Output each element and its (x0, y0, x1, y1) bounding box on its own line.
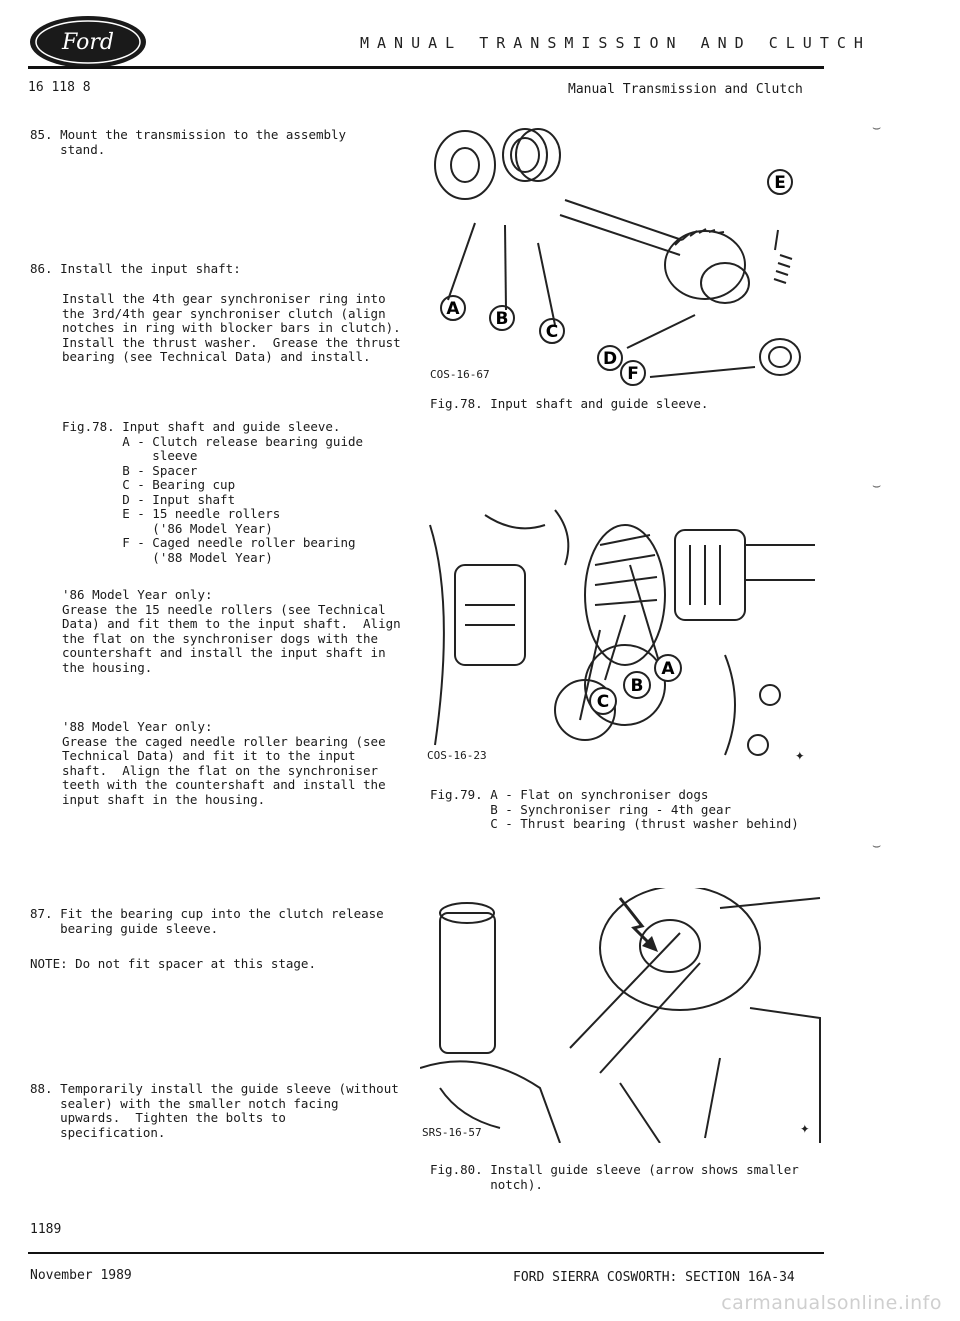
doc-number: 16 118 8 (28, 80, 91, 95)
fig79-code: COS-16-23 (427, 749, 487, 762)
model-86-note: '86 Model Year only: Grease the 15 needle rollers (see Technical Data) and fit them to the input shaft. Align the flat on the synchroniser dogs with the countershaft and install the input shaft in the housing. (62, 587, 401, 675)
fig78-legend: Fig.78. Input shaft and guide sleeve. A - Clutch release bearing guide sleeve B - Spacer C - Bearing cup D - Input shaft E - 15 needle rollers ('86 Model Year) F - Caged needle roller bearing ('88 Model Year) (62, 419, 364, 565)
step-85: 85. Mount the transmission to the assembly stand. (30, 127, 347, 157)
fig78-label-e: E (774, 173, 786, 193)
page-number: 1189 (30, 1222, 62, 1237)
fig79-mark: ✦ (795, 745, 805, 764)
footer-section: FORD SIERRA COSWORTH: SECTION 16A-34 (513, 1270, 795, 1285)
footer-rule (28, 1252, 824, 1254)
fig78-illustration (420, 105, 820, 390)
fig78-label-d: D (602, 349, 618, 369)
watermark: carmanualsonline.info (721, 1292, 942, 1314)
model-88-note: '88 Model Year only: Grease the caged needle roller bearing (see Technical Data) and fit it to the input shaft. Align the flat on the synchroniser teeth with the countershaft and install the input shaft in the housing. (62, 719, 386, 807)
fig79-label-b: B (630, 676, 644, 696)
fig80-code: SRS-16-57 (422, 1126, 482, 1139)
margin-tick: ⌣ (872, 838, 882, 854)
ford-logo (28, 14, 148, 70)
step-86-body: Install the 4th gear synchroniser ring into the 3rd/4th gear synchroniser clutch (align notches in ring with blocker bars in clutch). Install the thrust washer. Grease the thrust bearing (see Technical Data) and install. (62, 291, 401, 364)
section-title: Manual Transmission and Clutch (568, 82, 803, 97)
logo-text: Ford (62, 30, 114, 55)
margin-tick: ⌣ (872, 478, 882, 494)
fig79-illustration (425, 505, 815, 767)
fig78-label-f: F (627, 364, 639, 384)
fig78-label-c: C (545, 322, 559, 342)
fig78-code: COS-16-67 (430, 368, 490, 381)
page-header-title: MANUAL TRANSMISSION AND CLUTCH (360, 34, 871, 52)
fig79-label-c: C (596, 692, 610, 712)
note: NOTE: Do not fit spacer at this stage. (30, 956, 316, 971)
fig78-label-a: A (446, 299, 460, 319)
step-88: 88. Temporarily install the guide sleeve (without sealer) with the smaller notch facing upwards. Tighten the bolts to specification. (30, 1081, 399, 1140)
fig80-caption: Fig.80. Install guide sleeve (arrow shows smaller notch). (430, 1162, 799, 1192)
footer-date: November 1989 (30, 1268, 132, 1283)
step-87: 87. Fit the bearing cup into the clutch release bearing guide sleeve. (30, 906, 384, 936)
fig79-caption: Fig.79. A - Flat on synchroniser dogs B - Synchroniser ring - 4th gear C - Thrust bearing (thrust washer behind) (430, 787, 799, 831)
fig80-illustration (420, 888, 825, 1143)
fig78-label-b: B (495, 309, 509, 329)
header-rule (28, 66, 824, 69)
step-86: 86. Install the input shaft: (30, 261, 241, 276)
fig78-caption: Fig.78. Input shaft and guide sleeve. (430, 396, 709, 411)
fig79-label-a: A (661, 659, 675, 679)
fig80-mark: ✦ (800, 1118, 810, 1137)
margin-tick: ⌣ (872, 120, 882, 136)
